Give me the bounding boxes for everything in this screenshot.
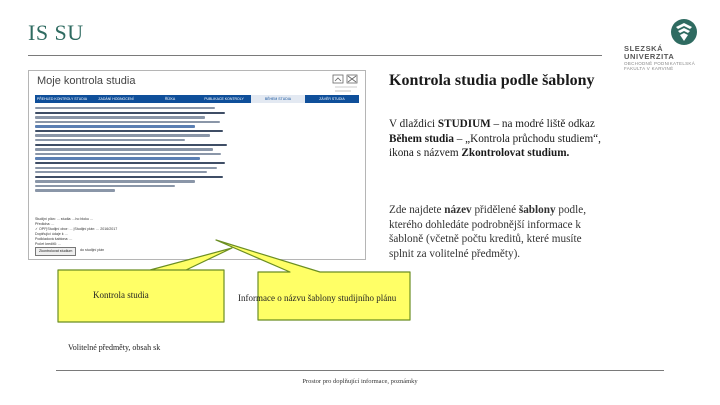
footer-line: Studijní plán: ... studia: ...ho bloku ... xyxy=(35,217,93,221)
tab-publication[interactable]: PUBLIKACE KONTROLY xyxy=(204,97,244,101)
logo-line-1: SLEZSKÁ xyxy=(624,44,664,53)
callout-kontrola-studia xyxy=(58,248,232,322)
callout-sablona-info xyxy=(216,240,410,320)
template-paragraph: Zde najdete název přidělené šablony podle, kterého dohledáte podrobnější informace k šabloně (včetně počtu kreditů, které musíte splnit za volitelné předměty). xyxy=(389,204,586,260)
section-heading: Kontrola studia podle šablony xyxy=(389,72,595,89)
callout-kontrola-studia-text: Kontrola studia xyxy=(93,290,149,300)
tab-evaluation[interactable]: ZADÁNÍ HODNOCENÍ xyxy=(98,97,134,101)
callout-volitelne-text: Volitelné předměty, obsah sk xyxy=(68,343,161,352)
footer-line: ✓ OPF|Studijní obor: ... |Studijní plán: ... 2016/2017 xyxy=(35,227,118,231)
check-study-note: do studijní plán xyxy=(80,248,105,252)
callout-sablona-info-text: Informace o názvu šablony studijního plánu xyxy=(238,293,397,303)
footer-divider xyxy=(56,370,664,371)
screenshot-title: Moje kontrola studia xyxy=(37,75,136,87)
footer-line: Doplňující údaje k ... xyxy=(35,232,68,236)
instruction-paragraph: V dlaždici STUDIUM – na modré liště odkaz Během studia – „Kontrola průchodu studiem“, ikona s názvem Zkontrolovat studium. xyxy=(389,118,601,159)
footer-note: Prostor pro doplňující informace, poznámky xyxy=(302,378,418,385)
footer-line: Podkladová šablona: ... xyxy=(35,237,73,241)
tab-overview[interactable]: PŘEHLED KONTROLY STUDIA xyxy=(36,97,88,101)
tab-end-of-study[interactable]: ZÁVĚR STUDIA xyxy=(319,97,345,101)
page-header-title: IS SU xyxy=(28,20,84,45)
logo-subtitle-2: FAKULTA V KARVINÉ xyxy=(624,66,674,71)
footer-line: Předloha: ... xyxy=(35,222,55,226)
check-study-button[interactable]: Zkontrolovat studium xyxy=(35,247,76,256)
footer-line: Počet kreditů: ... xyxy=(35,242,61,246)
logo-subtitle-1: OBCHODNĚ PODNIKATELSKÁ xyxy=(624,61,696,66)
tab-rizka[interactable]: ŘÍZKA xyxy=(164,97,176,101)
logo-line-2: UNIVERZITA xyxy=(624,52,675,61)
tab-during-study[interactable]: BĚHEM STUDIA xyxy=(251,95,305,103)
